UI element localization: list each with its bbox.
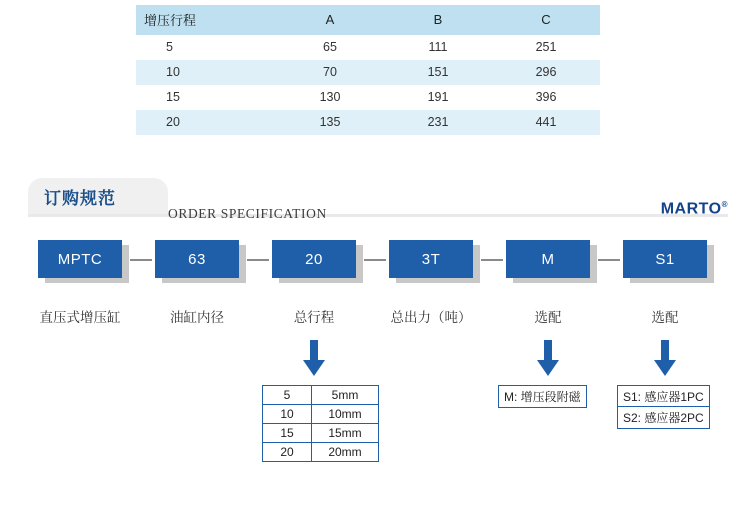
code-item-mptc — [38, 240, 130, 284]
cell-stroke: 20 — [166, 115, 180, 129]
brand-trademark-mark: ® — [721, 200, 728, 209]
code-item-force — [389, 240, 481, 284]
order-code-row — [0, 240, 750, 290]
code-box-value: S1 — [623, 240, 707, 278]
code-item-magnet-option — [506, 240, 598, 284]
code-connector — [598, 259, 620, 261]
cell-a: 70 — [323, 65, 337, 79]
code-item-sensor-option — [623, 240, 715, 284]
table-row — [136, 35, 600, 60]
option-code: 5 — [263, 386, 312, 405]
code-label-force: 总出力（吨） — [390, 310, 472, 325]
code-box-value: 20 — [272, 240, 356, 278]
brand-logo — [661, 200, 728, 218]
cell-a: 130 — [319, 90, 341, 104]
column-header-a: A — [325, 12, 335, 27]
option-code: 20 — [263, 443, 312, 462]
option-code: 15 — [263, 424, 312, 443]
stroke-spec-table — [136, 5, 600, 135]
sensor-option-box-s1: S1: 感应器1PC — [617, 385, 710, 408]
option-code: 10 — [263, 405, 312, 424]
code-item-stroke — [272, 240, 364, 284]
code-connector — [481, 259, 503, 261]
table-row — [136, 85, 600, 110]
code-label-stroke: 总行程 — [293, 310, 335, 325]
code-box-value: MPTC — [38, 240, 122, 278]
cell-c: 251 — [535, 40, 557, 54]
code-box-value: M — [506, 240, 590, 278]
option-value: 5mm — [312, 386, 379, 405]
table-row — [136, 110, 600, 135]
magnet-option-box: M: 增压段附磁 — [498, 385, 587, 408]
section-title: 订购规范 — [44, 189, 116, 208]
section-subtitle: ORDER SPECIFICATION — [168, 206, 327, 221]
down-arrow-icon-magnet — [537, 340, 559, 376]
code-box-value: 3T — [389, 240, 473, 278]
brand-name: MARTO — [660, 200, 722, 218]
cell-b: 231 — [427, 115, 449, 129]
column-header-c: C — [541, 12, 551, 27]
cell-b: 151 — [427, 65, 449, 79]
header-divider — [28, 214, 728, 217]
option-row — [263, 424, 379, 443]
stroke-option-table — [262, 385, 379, 462]
code-label-sensor-option: 选配 — [651, 310, 679, 325]
code-label-mptc: 直压式增压缸 — [39, 310, 121, 325]
column-header-b: B — [433, 12, 443, 27]
code-connector — [130, 259, 152, 261]
code-label-bore: 油缸内径 — [170, 310, 224, 325]
down-arrow-icon-sensor — [654, 340, 676, 376]
code-item-bore — [155, 240, 247, 284]
code-connector — [364, 259, 386, 261]
cell-a: 135 — [319, 115, 341, 129]
cell-c: 441 — [535, 115, 557, 129]
cell-stroke: 15 — [166, 90, 180, 104]
cell-stroke: 5 — [166, 40, 173, 54]
option-row — [263, 386, 379, 405]
option-row — [263, 443, 379, 462]
code-box-value: 63 — [155, 240, 239, 278]
option-value: 20mm — [312, 443, 379, 462]
option-value: 15mm — [312, 424, 379, 443]
option-value: 10mm — [312, 405, 379, 424]
code-label-magnet-option: 选配 — [534, 310, 562, 325]
option-row — [263, 405, 379, 424]
cell-b: 111 — [428, 40, 448, 54]
cell-c: 396 — [535, 90, 557, 104]
cell-b: 191 — [427, 90, 449, 104]
table-row — [136, 60, 600, 85]
sensor-option-box-s2: S2: 感应器2PC — [617, 406, 710, 429]
cell-stroke: 10 — [166, 65, 180, 79]
table-header-row — [136, 5, 600, 35]
cell-c: 296 — [535, 65, 557, 79]
code-connector — [247, 259, 269, 261]
column-header-stroke: 增压行程 — [144, 13, 197, 28]
cell-a: 65 — [323, 40, 337, 54]
order-specification-header — [28, 178, 728, 224]
down-arrow-icon-stroke — [303, 340, 325, 376]
